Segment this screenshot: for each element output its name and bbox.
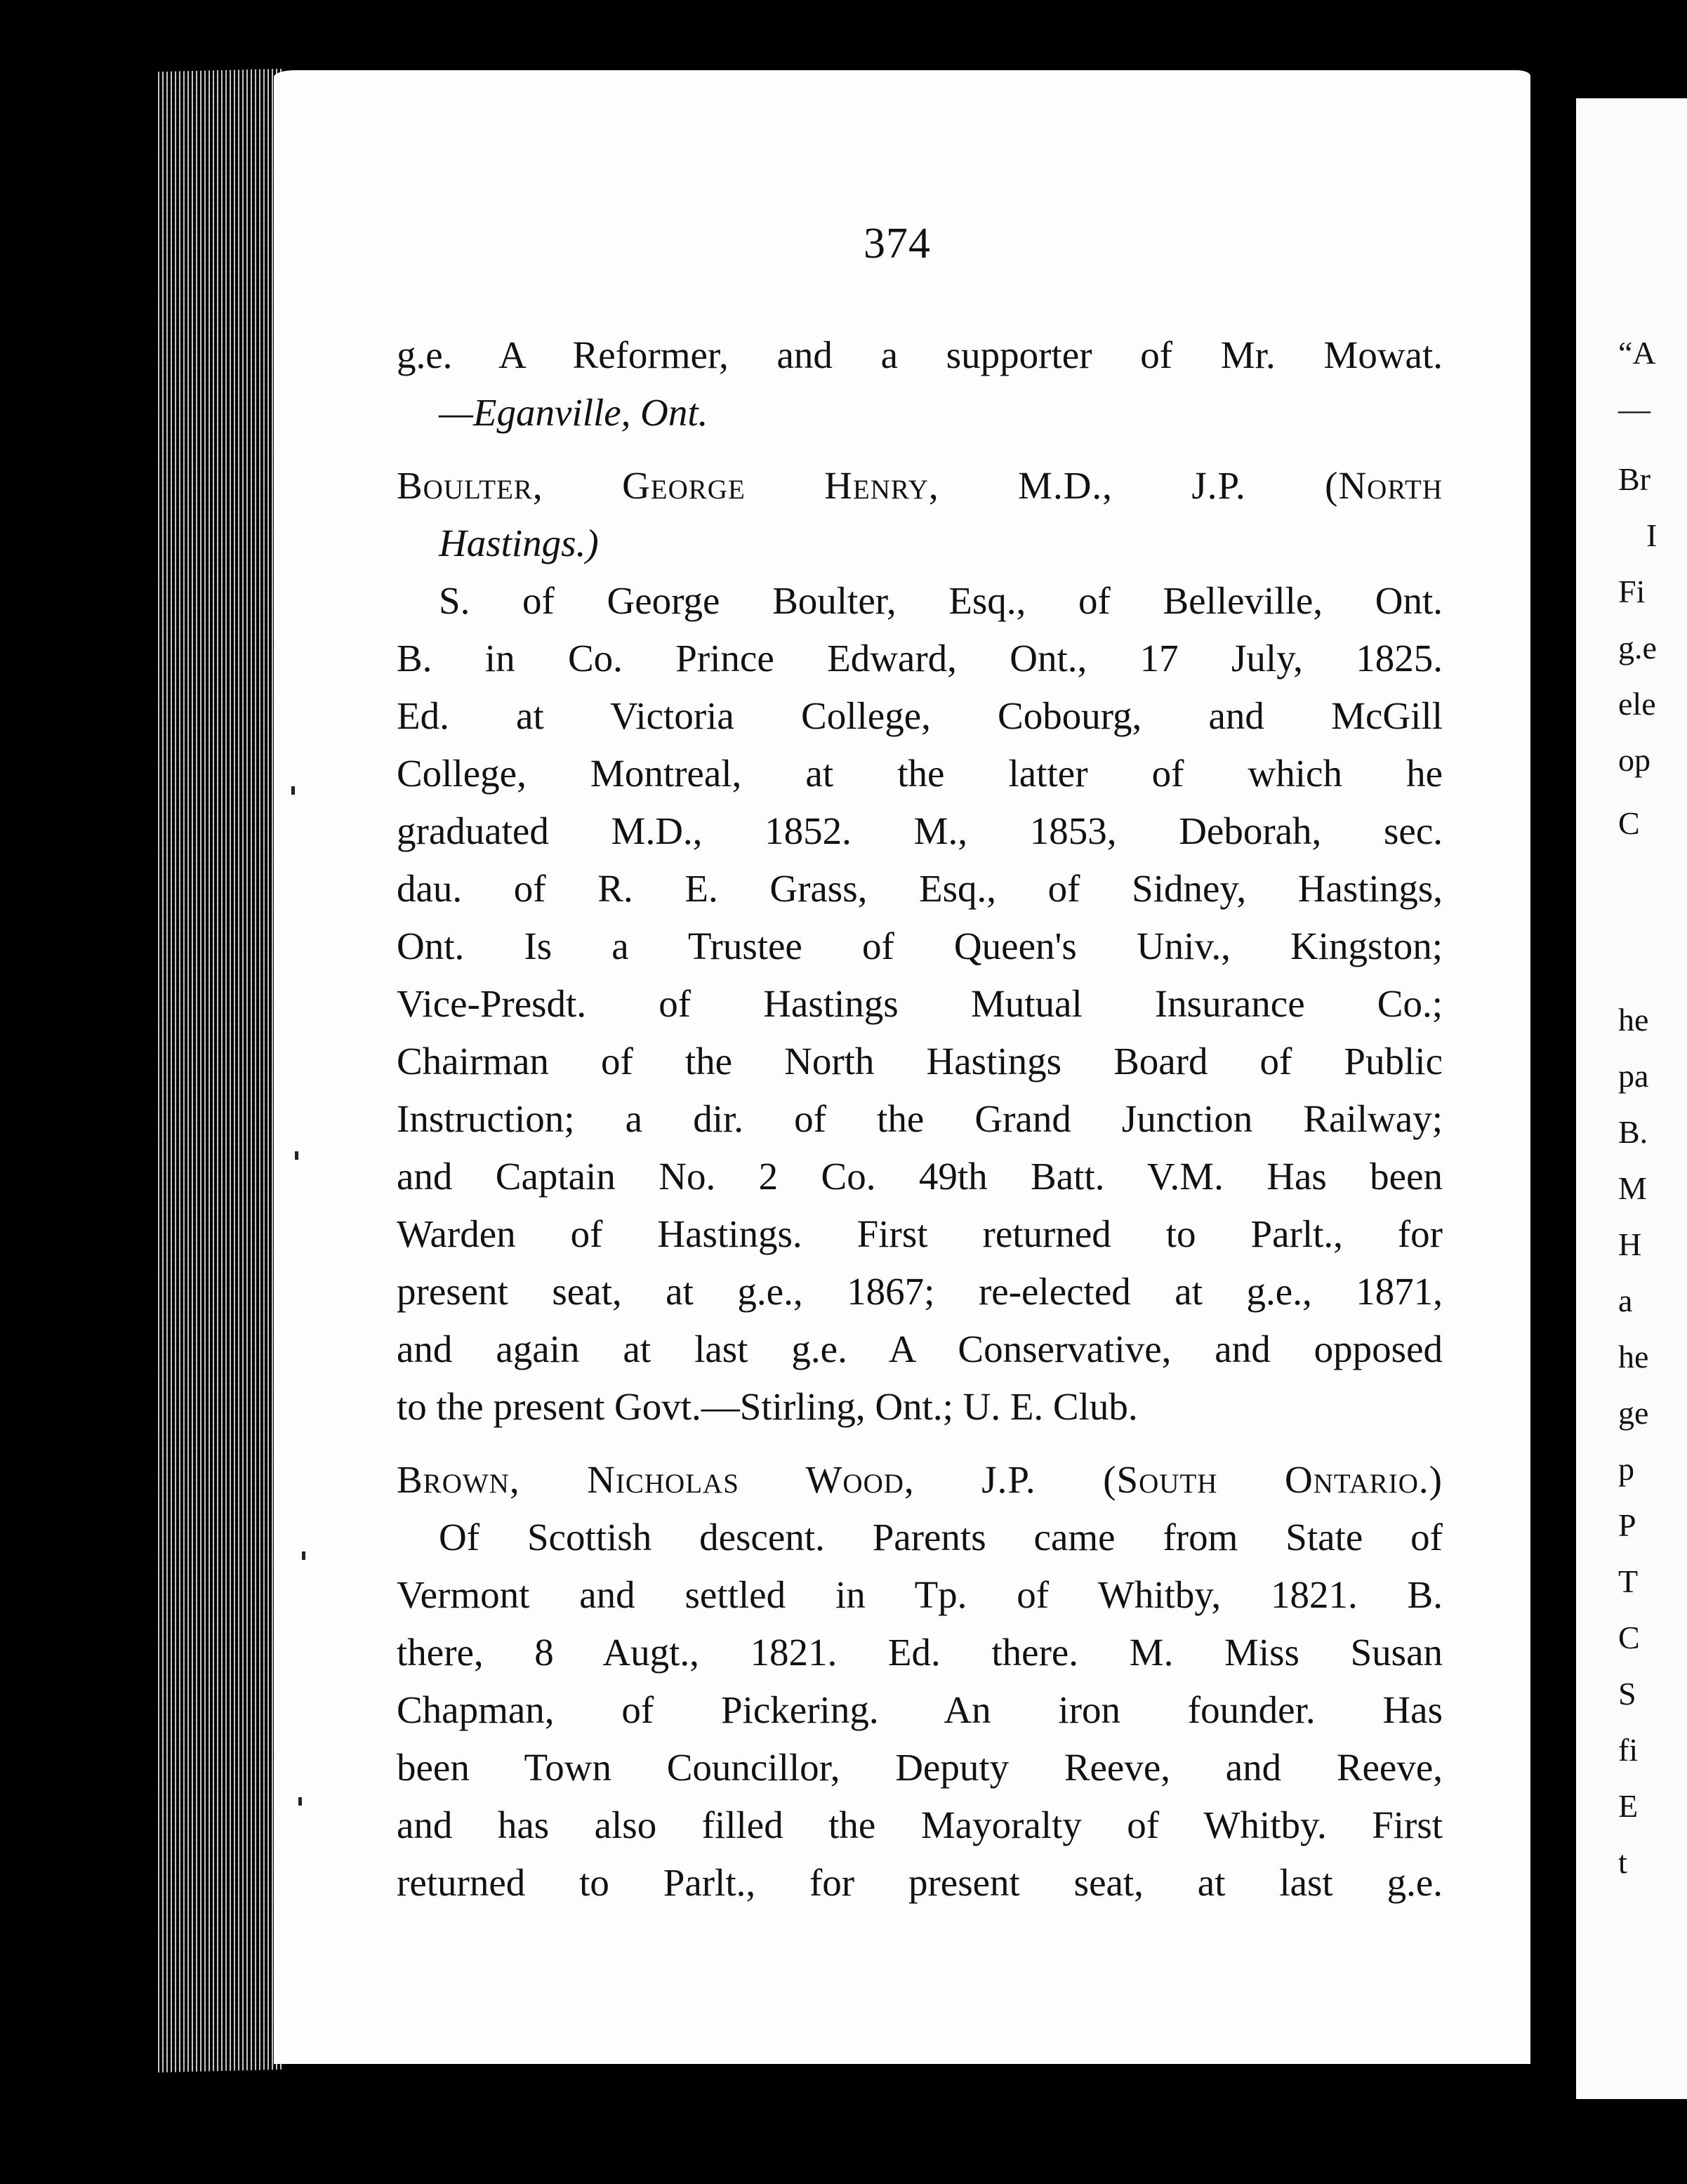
text-line: S. of George Boulter, Esq., of Belleville, Ont. (439, 579, 1443, 622)
facing-line: he (1618, 1339, 1649, 1375)
text-line: College, Montreal, at the latter of which he (397, 752, 1443, 795)
text-line: Warden of Hastings. First returned to Parlt., for (397, 1212, 1443, 1255)
facing-line: p (1618, 1451, 1634, 1487)
facing-line: g.e (1618, 630, 1657, 666)
facing-line: Fi (1618, 574, 1646, 609)
facing-line: P (1618, 1507, 1636, 1543)
facing-line: B. (1618, 1114, 1648, 1150)
text-line: Vermont and settled in Tp. of Whitby, 1821. B. (397, 1573, 1443, 1616)
entry-heading: Boulter, George Henry, M.D., J.P. (North (397, 464, 1443, 507)
page-number: 374 (864, 220, 931, 267)
facing-line: — (1618, 391, 1650, 427)
facing-line: ge (1618, 1395, 1649, 1431)
facing-line: I (1646, 517, 1658, 553)
text-line: Of Scottish descent. Parents came from State of (439, 1516, 1443, 1558)
text-line: and Captain No. 2 Co. 49th Batt. V.M. Has been (397, 1155, 1443, 1198)
facing-line: ele (1618, 686, 1656, 722)
text-line: and again at last g.e. A Conservative, and opposed (397, 1328, 1443, 1370)
facing-line: pa (1618, 1058, 1649, 1094)
text-line: and has also filled the Mayoralty of Whitby. First (397, 1804, 1443, 1846)
text-line: there, 8 Augt., 1821. Ed. there. M. Miss Susan (397, 1631, 1443, 1674)
facing-line: a (1618, 1283, 1633, 1318)
text-line: Ont. Is a Trustee of Queen's Univ., Kingston; (397, 925, 1443, 967)
text-line: Instruction; a dir. of the Grand Junction Railway; (397, 1097, 1443, 1140)
text-line: returned to Parlt., for present seat, at last g.e. (397, 1861, 1443, 1904)
text-line: to the present Govt.—Stirling, Ont.; U. E. Club. (397, 1385, 1138, 1428)
facing-line: C (1618, 805, 1640, 841)
text-line: Chapman, of Pickering. An iron founder. Has (397, 1688, 1443, 1731)
page-edge-texture (158, 69, 284, 2072)
facing-line: S (1618, 1676, 1636, 1712)
text-line: graduated M.D., 1852. M., 1853, Deborah, sec. (397, 809, 1443, 852)
facing-line: Br (1618, 461, 1650, 497)
facing-line: t (1618, 1844, 1627, 1880)
facing-line: he (1618, 1002, 1649, 1038)
facing-line: M (1618, 1170, 1647, 1206)
text-line: B. in Co. Prince Edward, Ont., 17 July, 1825. (397, 637, 1443, 680)
text-line: Ed. at Victoria College, Cobourg, and McGill (397, 694, 1443, 737)
text-line: Chairman of the North Hastings Board of Public (397, 1040, 1443, 1083)
text-line: been Town Councillor, Deputy Reeve, and Reeve, (397, 1746, 1443, 1789)
text-line: dau. of R. E. Grass, Esq., of Sidney, Hastings, (397, 867, 1443, 910)
facing-line: C (1618, 1620, 1640, 1655)
facing-line: T (1618, 1563, 1639, 1599)
facing-line: op (1618, 742, 1650, 778)
entry-heading-cont: Hastings.) (439, 522, 599, 564)
text-line: present seat, at g.e., 1867; re-elected at g.e., 1871, (397, 1270, 1443, 1313)
text-line: —Eganville, Ont. (439, 391, 708, 434)
facing-line: H (1618, 1226, 1642, 1262)
entry-heading: Brown, Nicholas Wood, J.P. (South Ontario.) (397, 1458, 1443, 1501)
text-line: Vice-Presdt. of Hastings Mutual Insurance Co.; (397, 982, 1443, 1025)
page-text (397, 326, 1443, 1912)
text-line: g.e. A Reformer, and a supporter of Mr. Mowat. (397, 333, 1443, 376)
facing-page (1576, 98, 1687, 2099)
facing-line: E (1618, 1788, 1639, 1824)
facing-line: fi (1618, 1732, 1639, 1768)
facing-line: “A (1618, 335, 1656, 371)
